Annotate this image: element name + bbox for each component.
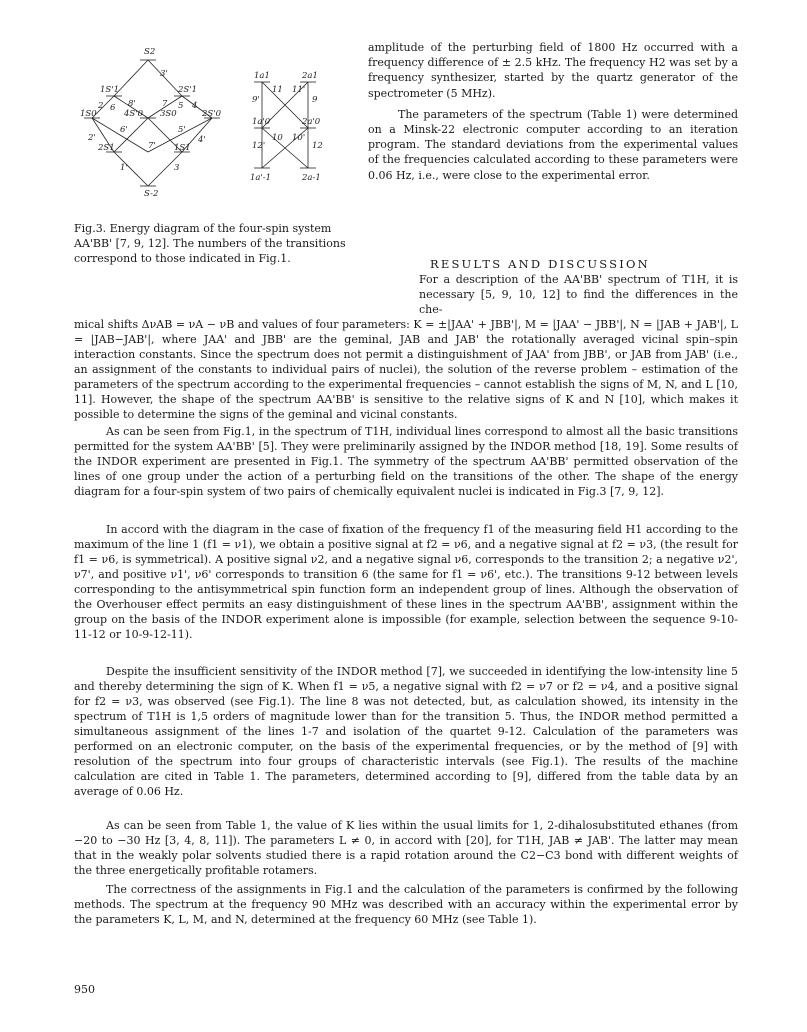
label-s-2: S-2 (144, 189, 159, 199)
paragraph-1-rest: mical shifts ΔνAB = νA − νB and values of four parameters: K = ±|JAA' + JBB'|, M = |JAA' − JBB'|, N = |JAB + JAB'|, L = |JAB−JAB'|, where JAA' and JBB' are the geminal, JAB and JAB' the rotationally averaged vicinal spin–spin interaction constants. Since the spectrum does not permit a distinguishment of JAA' from JBB', or JAB from JAB' (i.e., an assignment of the constants to individual pairs of nuclei), the solution of the reverse problem – estimation of the parameters of the spectrum according to the experimental frequencies – cannot establish the signs of M, N, and L [10, 11]. However, the shape of the spectrum AA'BB' is sensitive to the relative signs of K and N [10], which makes it possible to determine the signs of the geminal and vicinal constants. (74, 318, 738, 421)
label-10: 10 (272, 133, 283, 143)
label-12: 12 (312, 141, 323, 151)
label-1s0: 1S0 (80, 109, 97, 119)
right-column (368, 40, 738, 183)
label-11: 11 (272, 85, 283, 95)
label-2s1: 2S'1 (178, 85, 197, 95)
label-7: 7 (162, 99, 168, 109)
label-4: 4 (192, 101, 198, 111)
label-7p: 7' (148, 141, 156, 151)
label-8p: 8' (128, 99, 136, 109)
label-3b: 3 (174, 163, 180, 173)
label-s2: S2 (144, 47, 156, 57)
paragraph-3: In accord with the diagram in the case of fixation of the frequency f1 of the measuring field H1 according to the maximum of the line 1 (f1 = ν1), we obtain a positive signal at f2 = ν6, and a negative signal at f2 = ν3, (the result for f1 = ν6, is symmetrical). A positive signal ν2, and a negative signal ν6, corresponds to the transition 2; a negative ν2', ν7', and positive ν1', ν6' corresponds to transition 6 (the same for f1 = ν6', etc.). The transitions 9-12 between levels corresponding to the antisymmetrical spin function form an independent group of lines. Although the observation of the Overhouser effect permits an easy distinguishment of these lines in the spectrum AA'BB', assignment within the group on the basis of the INDOR experiment alone is impossible (for example, selection between the sequence 9-10-11-12 or 10-9-12-11). (74, 523, 738, 641)
label-12p: 12' (252, 141, 266, 151)
right-col-paragraph-1: amplitude of the perturbing field of 1800 Hz occurred with a frequency difference of ± 2.5 kHz. The frequency H2 was set by a frequency synthesizer, started by the quartz generator of the spectrometer (5 MHz). (368, 41, 738, 100)
label-2a1: 2a1 (302, 71, 318, 81)
label-5: 5 (178, 101, 184, 111)
figure-caption: Fig.3. Energy diagram of the four-spin system AA'BB' [7, 9, 12]. The numbers of the transitions correspond to those indicated in Fig.1. (74, 222, 346, 265)
label-3s0: 3S0 (160, 109, 177, 119)
label-2s1b: 2S1 (98, 143, 115, 153)
paragraph-5: As can be seen from Table 1, the value of K lies within the usual limits for 1, 2-dihalosubstituted ethanes (from −20 to −30 Hz [3, 4, 8, 11]). The parameters L ≠ 0, in accord with [20], for T1H, JAB ≠ JAB'. The latter may mean that in the weakly polar solvents studied there is a rapid rotation around the C2−C3 bond with different weights of the three energetically profitable rotamers. (74, 819, 738, 877)
label-11p: 11' (292, 85, 306, 95)
label-2a-1: 2a-1 (302, 173, 321, 183)
right-col-paragraph-2: The parameters of the spectrum (Table 1) were determined on a Minsk-22 electronic computer according to an iteration program. The standard deviations from the experimental values of the frequencies calculated according to these parameters were 0.06 Hz, i.e., were close to the experimental error. (368, 107, 738, 182)
label-2s0: 2S'0 (202, 109, 221, 119)
label-1s1b: 1S1 (174, 143, 191, 153)
label-1p: 1' (120, 163, 128, 173)
label-3p: 3' (160, 69, 168, 79)
label-4p: 4' (198, 135, 206, 145)
paragraph-6: The correctness of the assignments in Fig.1 and the calculation of the parameters is confirmed by the following methods. The spectrum at the frequency 90 MHz was described with an accuracy within the experimental error by the parameters K, L, M, and N, determined at the frequency 60 MHz (see Table 1). (74, 883, 738, 926)
page-number: 950 (74, 983, 95, 996)
label-1a1: 1a1 (254, 71, 270, 81)
label-2a0: 2a'0 (302, 117, 321, 127)
paragraph-1-lead: For a description of the AA'BB' spectrum of T1H, it is necessary [5, 9, 10, 12] to find the differences in the che- (419, 273, 738, 316)
section-heading: RESULTS AND DISCUSSION (430, 257, 650, 271)
label-1s1: 1S'1 (100, 85, 119, 95)
label-9: 9 (312, 95, 318, 105)
label-6p: 6' (120, 125, 128, 135)
paragraph-1 (74, 272, 738, 422)
label-1a0: 1a'0 (252, 117, 271, 127)
paragraph-4: Despite the insufficient sensitivity of the INDOR method [7], we succeeded in identifying the low-intensity line 5 and thereby determining the sign of K. When f1 = ν5, a negative signal with f2 = ν7 or f2 = ν4, and a positive signal for f2 = ν3, was observed (see Fig.1). The line 8 was not detected, but, as calculation showed, its intensity in the spectrum of T1H is 1,5 orders of magnitude lower than for the transition 5. Thus, the INDOR method permitted a simultaneous assignment of the lines 1-7 and isolation of the quartet 9-12. Calculation of the parameters was performed on an electronic computer, on the basis of the experimental frequencies, or by the method of [9] with resolution of the spectrum into four groups of characteristic intervals (see Fig.1). The results of the machine calculation are cited in Table 1. The parameters, determined according to [9], differed from the table data by an average of 0.06 Hz. (74, 665, 738, 798)
paragraph-2: As can be seen from Fig.1, in the spectrum of T1H, individual lines correspond to almost all the basic transitions permitted for the system AA'BB' [5]. They were preliminarily assigned by the INDOR method [18, 19]. Some results of the INDOR experiment are presented in Fig.1. The symmetry of the spectrum AA'BB' permitted observation of the lines of one group under the action of a perturbing field on the transitions of the other. The shape of the energy diagram for a four-spin system of two pairs of chemically equivalent nuclei is indicated in Fig.3 [7, 9, 12]. (74, 425, 738, 498)
label-1a-1: 1a'-1 (250, 173, 272, 183)
label-6: 6 (110, 103, 116, 113)
label-2: 2 (98, 101, 104, 111)
energy-diagram-svg (74, 36, 356, 226)
label-5p: 5' (178, 125, 186, 135)
label-4s0: 4S'0 (124, 109, 143, 119)
label-2p: 2' (88, 133, 96, 143)
label-10p: 10' (292, 133, 306, 143)
label-9p: 9' (252, 95, 260, 105)
